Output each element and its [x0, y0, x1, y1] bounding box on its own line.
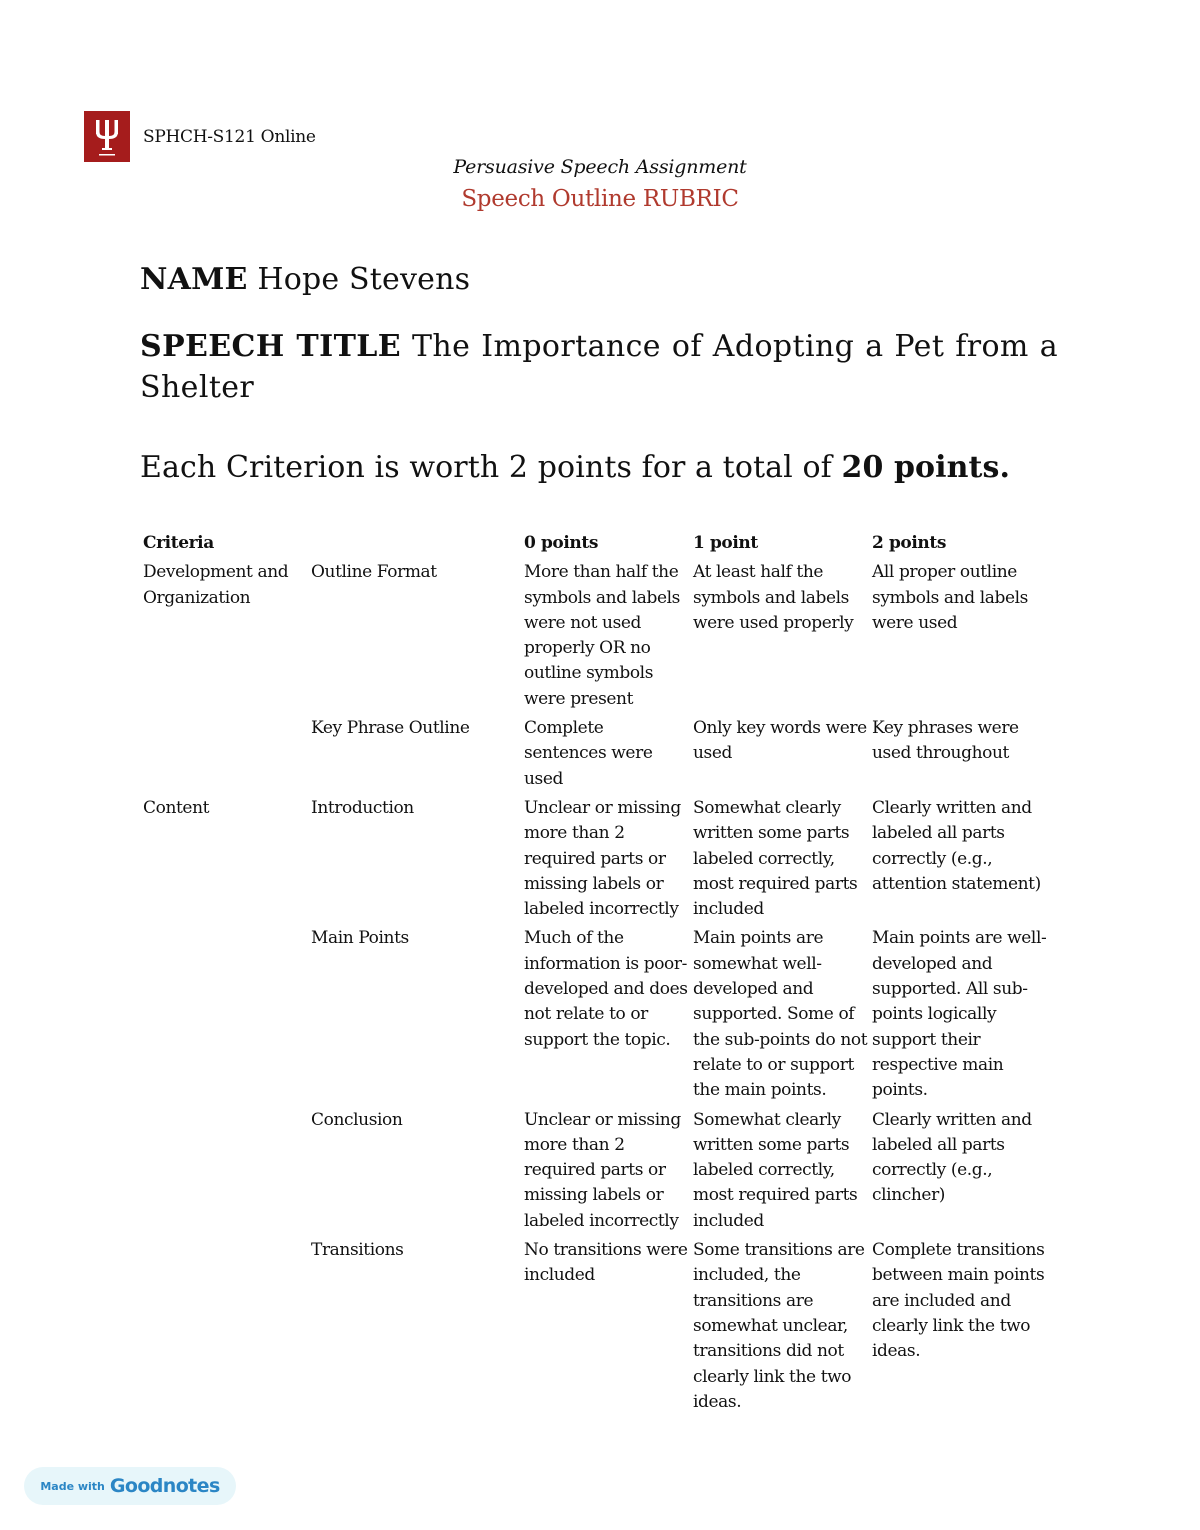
- speech-title-line: [140, 326, 1058, 408]
- criterion-note: [140, 450, 1010, 485]
- row-1-point: Only key words were used: [693, 718, 867, 764]
- row-2-points: Clearly written and labeled all parts correctly (e.g., attention statement): [872, 797, 1041, 894]
- trident-icon: [84, 111, 130, 162]
- row-0-points: More than half the symbols and labels were not used properly OR no outline symbols were present: [524, 562, 680, 709]
- row-2-points: Key phrases were used throughout: [872, 718, 1019, 764]
- row-criterion: Conclusion: [311, 1109, 403, 1130]
- header-criteria: Criteria: [143, 533, 214, 553]
- rubric-table: [140, 531, 1062, 1419]
- badge-brand: Goodnotes: [109, 1475, 220, 1497]
- table-row: [140, 716, 1062, 796]
- criterion-note-text: Each Criterion is worth 2 points for a total of: [140, 450, 842, 485]
- row-0-points: Unclear or missing more than 2 required parts or missing labels or labeled incorrectly: [524, 797, 681, 920]
- row-group: [140, 926, 308, 1107]
- table-row: [140, 926, 1062, 1107]
- speech-title: The Importance of Adopting a Pet from a Shelter: [140, 329, 1058, 405]
- row-1-point: Somewhat clearly written some parts labeled correctly, most required parts included: [693, 797, 858, 920]
- header-2-points: 2 points: [872, 533, 947, 553]
- row-1-point: At least half the symbols and labels were used properly: [693, 562, 854, 633]
- criterion-total-points: 20 points.: [841, 450, 1011, 485]
- course-code: SPHCH-S121 Online: [143, 127, 316, 147]
- row-0-points: No transitions were included: [524, 1240, 688, 1286]
- row-group: Development and Organization: [143, 562, 289, 608]
- row-0-points: Much of the information is poor-developed and does not relate to or support the topic.: [524, 928, 688, 1050]
- name-label: NAME: [140, 262, 248, 297]
- row-criterion: Introduction: [311, 797, 414, 818]
- assignment-title: Persuasive Speech Assignment: [453, 156, 747, 178]
- table-row: [140, 796, 1062, 926]
- iu-east-logo: [84, 111, 130, 162]
- header-subcriteria: [308, 531, 521, 560]
- row-1-point: Some transitions are included, the transitions are somewhat unclear, transitions did not clearly link the two ideas.: [693, 1240, 865, 1412]
- row-2-points: Main points are well-developed and supported. All sub-points logically support their respective main points.: [872, 928, 1047, 1101]
- rubric-title: Speech Outline RUBRIC: [461, 186, 739, 212]
- table-row: [140, 1238, 1062, 1419]
- table-row: [140, 1108, 1062, 1238]
- row-criterion: Outline Format: [311, 562, 437, 583]
- student-name: Hope Stevens: [257, 262, 471, 297]
- speech-title-label: SPEECH TITLE: [140, 329, 402, 364]
- row-group: [140, 1238, 308, 1419]
- table-row: [140, 560, 1062, 716]
- rubric-header-row: [140, 531, 1062, 560]
- row-2-points: All proper outline symbols and labels were used: [872, 562, 1028, 633]
- row-2-points: Complete transitions between main points are included and clearly link the two ideas.: [872, 1240, 1045, 1362]
- row-group: Content: [143, 797, 210, 818]
- badge-prefix: Made with: [40, 1479, 105, 1493]
- row-criterion: Main Points: [311, 928, 409, 949]
- row-0-points: Unclear or missing more than 2 required parts or missing labels or labeled incorrectly: [524, 1109, 681, 1231]
- student-name-line: [140, 262, 470, 297]
- made-with-goodnotes-badge[interactable]: [24, 1467, 236, 1505]
- row-1-point: Main points are somewhat well-developed and supported. Some of the sub-points do not relate to or support the main points.: [693, 928, 868, 1101]
- row-criterion: Transitions: [311, 1240, 404, 1261]
- row-1-point: Somewhat clearly written some parts labeled correctly, most required parts included: [693, 1109, 858, 1231]
- row-group: [140, 1108, 308, 1238]
- row-2-points: Clearly written and labeled all parts correctly (e.g., clincher): [872, 1109, 1032, 1206]
- header-1-point: 1 point: [693, 533, 758, 553]
- row-criterion: Key Phrase Outline: [311, 718, 470, 739]
- header-0-points: 0 points: [524, 533, 599, 553]
- row-0-points: Complete sentences were used: [524, 718, 653, 789]
- row-group: [140, 716, 308, 796]
